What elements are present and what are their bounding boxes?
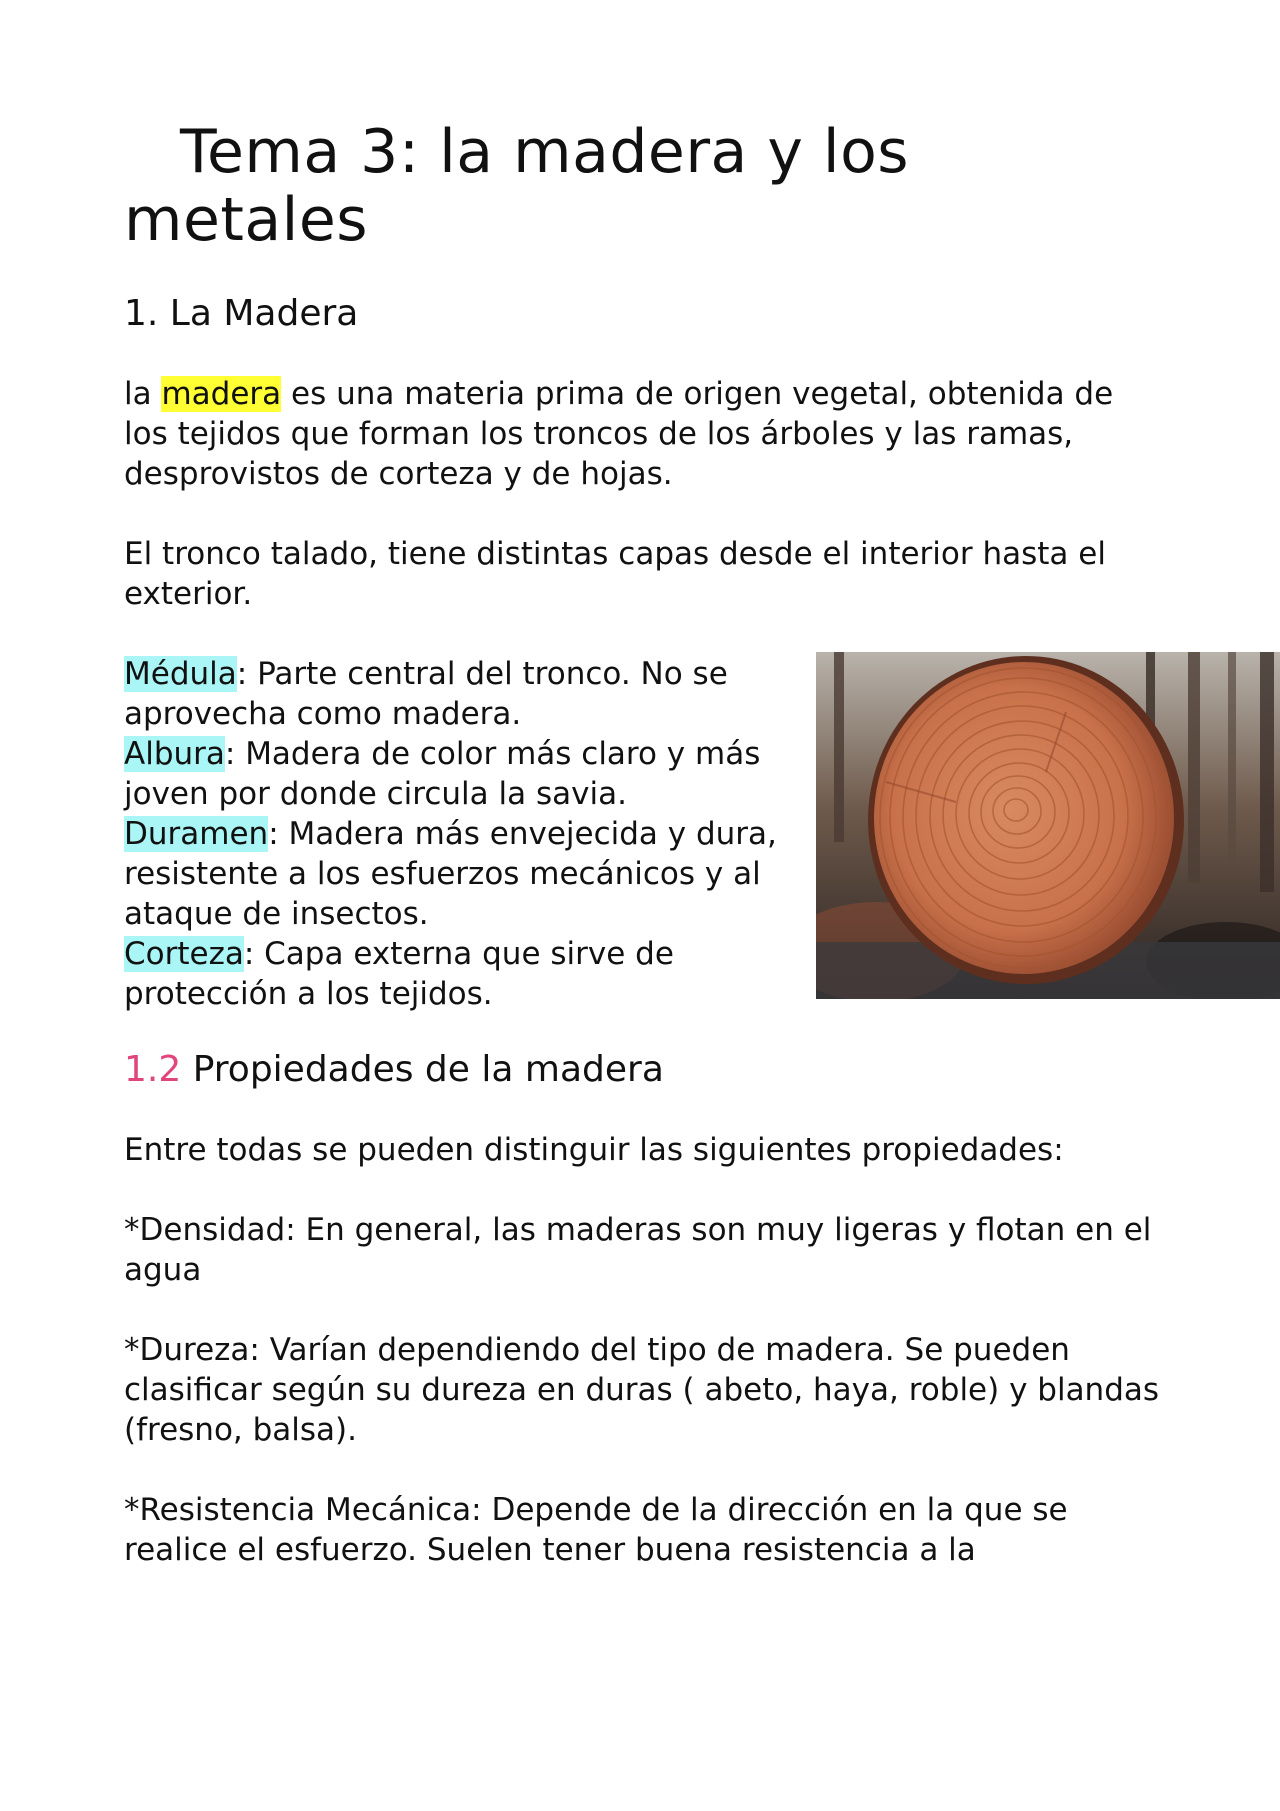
tree-trunk-image [816, 652, 1280, 999]
section-heading-text: Propiedades de la madera [181, 1049, 664, 1090]
desc-albura: : Madera de color más claro y más joven por donde circula la savia. [124, 736, 761, 812]
properties-intro: Entre todas se pueden distinguir las siguientes propiedades: [124, 1132, 1064, 1168]
section-heading-propiedades [124, 1048, 1164, 1092]
section-number: 1.2 [124, 1049, 182, 1090]
desc-corteza: : Capa externa que sirve de protección a los tejidos. [124, 936, 674, 1012]
term-duramen: Duramen [124, 816, 269, 852]
term-albura: Albura [124, 736, 225, 772]
property-resistencia: *Resistencia Mecánica: Depende de la dirección en la que se realice el esfuerzo. Suelen tener buena resistencia a la [124, 1492, 1068, 1568]
property-dureza: *Dureza: Varían dependiendo del tipo de madera. Se pueden clasificar según su dureza en duras ( abeto, haya, roble) y blandas (fresno, balsa). [124, 1332, 1160, 1448]
definition-body: es una materia prima de origen vegetal, obtenida de los tejidos que forman los troncos de los árboles y las ramas, desprovistos de corteza y de hojas. [124, 376, 1114, 492]
term-corteza: Corteza [124, 936, 244, 972]
desc-medula: : Parte central del tronco. No se aprovecha como madera. [124, 656, 728, 732]
property-densidad: *Densidad: En general, las maderas son muy ligeras y flotan en el agua [124, 1212, 1152, 1288]
madera-definition [124, 374, 1164, 494]
document-page [124, 118, 1164, 1570]
trunk-layers-intro: El tronco talado, tiene distintas capas desde el interior hasta el exterior. [124, 536, 1106, 612]
trunk-layers-block [124, 654, 1164, 1014]
highlighted-term-madera: madera [161, 376, 282, 412]
page-title: Tema 3: la madera y los metales [124, 117, 910, 255]
tree-trunk-cross-section-photo [816, 652, 1280, 999]
term-medula: Médula [124, 656, 237, 692]
section-heading-la-madera: 1. La Madera [124, 293, 359, 334]
definition-lead: la [124, 376, 162, 412]
desc-duramen: : Madera más envejecida y dura, resistente a los esfuerzos mecánicos y al ataque de insectos. [124, 816, 777, 932]
